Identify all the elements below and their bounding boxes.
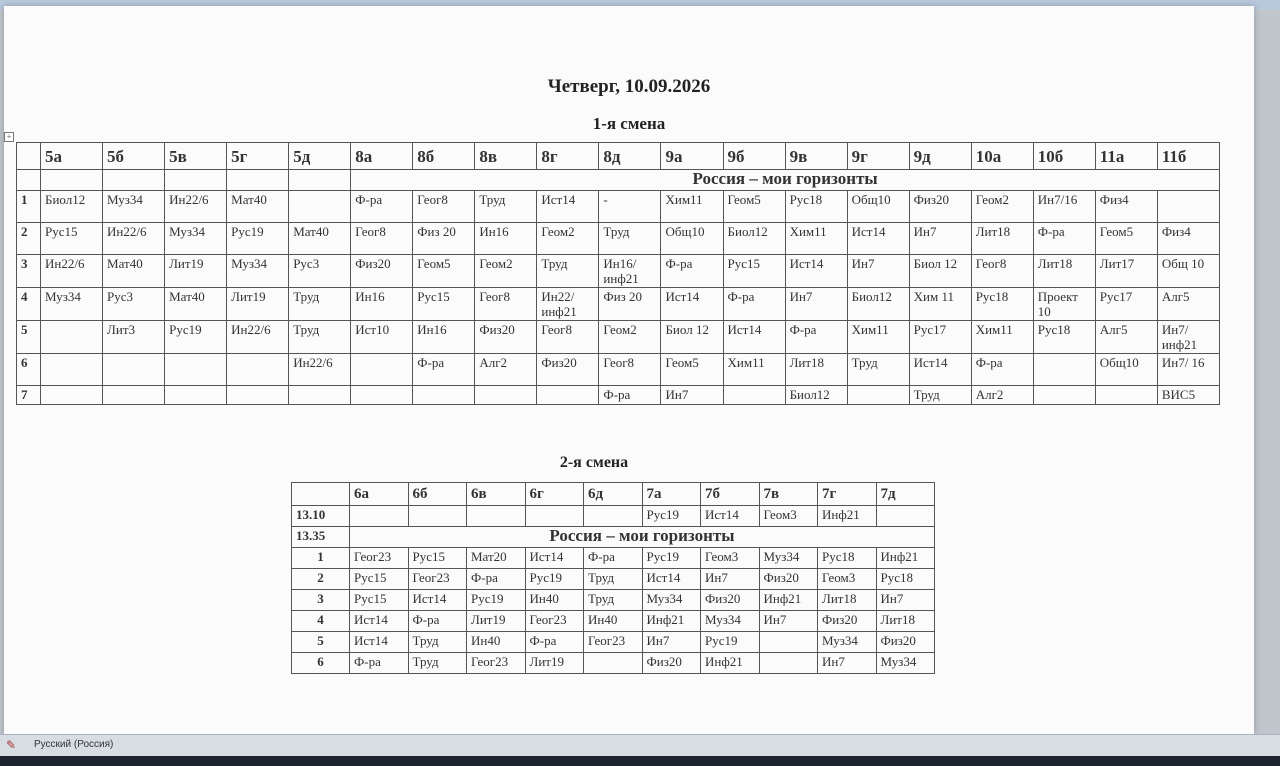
lesson-cell: Ф-ра (413, 354, 475, 386)
lesson-cell: Физ20 (909, 191, 971, 223)
lesson-cell: Физ4 (1095, 191, 1157, 223)
shift1-banner-row (17, 170, 1220, 191)
class-header: 9б (723, 143, 785, 170)
lesson-cell: Рус19 (165, 321, 227, 354)
lesson-cell: Физ20 (759, 569, 818, 590)
lesson-cell: Физ4 (1157, 223, 1219, 255)
lesson-cell: Муз34 (701, 611, 760, 632)
lesson-cell: Геом5 (661, 354, 723, 386)
lesson-cell: Лит19 (165, 255, 227, 288)
lesson-cell (584, 653, 643, 674)
lesson-cell: Ин7 (818, 653, 877, 674)
lesson-number: 6 (17, 354, 41, 386)
lesson-cell (759, 632, 818, 653)
class-header: 10б (1033, 143, 1095, 170)
lesson-cell: Инф21 (876, 548, 935, 569)
lesson-cell (723, 386, 785, 405)
spellcheck-icon[interactable]: ✎ (6, 738, 17, 752)
class-header: 5в (165, 143, 227, 170)
lesson-cell: Ин7 (785, 288, 847, 321)
class-header: 5д (289, 143, 351, 170)
lesson-cell: Геом5 (723, 191, 785, 223)
lesson-number: 2 (17, 223, 41, 255)
lesson-cell (408, 506, 467, 527)
lesson-cell: Рус17 (909, 321, 971, 354)
lesson-cell: Хим11 (723, 354, 785, 386)
lesson-cell: Труд (289, 321, 351, 354)
lesson-cell: Ист14 (847, 223, 909, 255)
lesson-cell: Геог23 (525, 611, 584, 632)
lesson-cell: Хим 11 (909, 288, 971, 321)
lesson-cell: Геом5 (413, 255, 475, 288)
lesson-cell: Ист14 (909, 354, 971, 386)
lesson-cell: Лит18 (785, 354, 847, 386)
lesson-cell: Ин16 (475, 223, 537, 255)
table-row (292, 611, 935, 632)
lesson-cell: Инф21 (642, 611, 701, 632)
lesson-cell: Физ20 (642, 653, 701, 674)
lesson-cell: Ин22/6 (103, 223, 165, 255)
lesson-cell: Лит18 (818, 590, 877, 611)
lesson-cell: Мат40 (103, 255, 165, 288)
class-header: 7д (876, 483, 935, 506)
lesson-cell: Ин22/6 (165, 191, 227, 223)
lesson-cell: Ин7/ 16 (1157, 354, 1219, 386)
lesson-cell (351, 386, 413, 405)
lesson-cell: Муз34 (227, 255, 289, 288)
lesson-cell: Рус18 (876, 569, 935, 590)
lesson-cell: Ин7 (642, 632, 701, 653)
lesson-cell: Геог23 (584, 632, 643, 653)
empty-cell (41, 170, 103, 191)
lesson-cell: Рус3 (103, 288, 165, 321)
table-row (292, 590, 935, 611)
lesson-cell: Геом2 (599, 321, 661, 354)
lesson-cell: Рус19 (642, 548, 701, 569)
lesson-cell: Геом3 (818, 569, 877, 590)
lesson-cell: Инф21 (759, 590, 818, 611)
lesson-cell: ВИС5 (1157, 386, 1219, 405)
lesson-cell: Алг5 (1157, 288, 1219, 321)
table-row (292, 653, 935, 674)
empty-cell (289, 170, 351, 191)
class-header: 8д (599, 143, 661, 170)
lesson-cell: Мат40 (165, 288, 227, 321)
lesson-number: 7 (17, 386, 41, 405)
lesson-cell: Геом5 (1095, 223, 1157, 255)
lesson-cell: Геог8 (971, 255, 1033, 288)
empty-cell (17, 170, 41, 191)
lesson-cell: Рус18 (1033, 321, 1095, 354)
lesson-cell: Рус17 (1095, 288, 1157, 321)
lesson-cell (41, 354, 103, 386)
lesson-cell: Хим11 (847, 321, 909, 354)
shift2-title: 2-я смена (559, 454, 629, 471)
lesson-cell: Рус18 (785, 191, 847, 223)
class-header: 7а (642, 483, 701, 506)
lesson-cell: Геог23 (408, 569, 467, 590)
lesson-cell (227, 354, 289, 386)
lesson-cell: Ф-ра (584, 548, 643, 569)
shift1-banner: Россия – мои горизонты (351, 170, 1220, 191)
shift2-banner: Россия – мои горизонты (350, 527, 935, 548)
lesson-cell: Физ20 (701, 590, 760, 611)
lesson-cell: Мат40 (227, 191, 289, 223)
lesson-cell: Ф-ра (599, 386, 661, 405)
language-indicator[interactable]: Русский (Россия) (34, 739, 114, 750)
lesson-cell: Ф-ра (351, 191, 413, 223)
lesson-cell: Рус15 (350, 569, 409, 590)
lesson-cell (103, 354, 165, 386)
table-row (17, 321, 1220, 354)
lesson-cell: Труд (289, 288, 351, 321)
lesson-number: 3 (292, 590, 350, 611)
lesson-cell (467, 506, 526, 527)
lesson-cell: Хим11 (785, 223, 847, 255)
lesson-cell: Ист14 (642, 569, 701, 590)
lesson-cell: Рус19 (227, 223, 289, 255)
class-header: 10а (971, 143, 1033, 170)
class-header: 5г (227, 143, 289, 170)
lesson-cell: Алг2 (475, 354, 537, 386)
lesson-cell: Биол12 (41, 191, 103, 223)
lesson-cell: Лит3 (103, 321, 165, 354)
shift1-title: 1-я смена (592, 114, 666, 133)
lesson-cell: Труд (599, 223, 661, 255)
lesson-cell: Лит19 (525, 653, 584, 674)
lesson-cell: Рус19 (467, 590, 526, 611)
lesson-cell: Лит19 (467, 611, 526, 632)
lesson-cell: Труд (909, 386, 971, 405)
lesson-cell: Ист14 (701, 506, 760, 527)
lesson-cell: Рус18 (971, 288, 1033, 321)
class-header: 6г (525, 483, 584, 506)
empty-cell (227, 170, 289, 191)
class-header: 7г (818, 483, 877, 506)
class-header: 9в (785, 143, 847, 170)
class-header: 11б (1157, 143, 1219, 170)
lesson-cell: Физ20 (537, 354, 599, 386)
lesson-cell (537, 386, 599, 405)
document-page (4, 6, 1254, 734)
lesson-cell: - (599, 191, 661, 223)
table-row (292, 569, 935, 590)
lesson-cell: Ф-ра (723, 288, 785, 321)
table-row (17, 288, 1220, 321)
lesson-cell: Геог23 (467, 653, 526, 674)
lesson-cell: Общ10 (1095, 354, 1157, 386)
lesson-cell: Рус15 (723, 255, 785, 288)
lesson-cell: Ин22/6 (227, 321, 289, 354)
lesson-cell: Ин16 (413, 321, 475, 354)
lesson-cell (103, 386, 165, 405)
lesson-cell: Биол 12 (661, 321, 723, 354)
lesson-cell: Ин40 (525, 590, 584, 611)
lesson-cell: Ин40 (584, 611, 643, 632)
lesson-cell: Ист14 (350, 632, 409, 653)
lesson-cell: Труд (584, 569, 643, 590)
lesson-cell: Лит18 (876, 611, 935, 632)
lesson-cell (350, 506, 409, 527)
table-row (292, 632, 935, 653)
lesson-cell: Ф-ра (350, 653, 409, 674)
lesson-cell: Биол12 (847, 288, 909, 321)
lesson-cell: Ин22/ инф21 (537, 288, 599, 321)
class-header: 8б (413, 143, 475, 170)
lesson-cell: Геог8 (475, 288, 537, 321)
table-move-handle-icon[interactable]: + (4, 132, 14, 142)
lesson-number: 6 (292, 653, 350, 674)
lesson-cell: Ин7/16 (1033, 191, 1095, 223)
lesson-cell: Ин16/ инф21 (599, 255, 661, 288)
class-header: 6в (467, 483, 526, 506)
shift1-header-row (17, 143, 1220, 170)
taskbar (0, 756, 1280, 766)
lesson-number: 3 (17, 255, 41, 288)
empty-cell (165, 170, 227, 191)
lesson-cell: Геог8 (599, 354, 661, 386)
table-row (17, 354, 1220, 386)
shift2-time-row (292, 506, 935, 527)
table-row (17, 223, 1220, 255)
lesson-cell: Геом3 (759, 506, 818, 527)
lesson-number: 4 (17, 288, 41, 321)
lesson-cell: Муз34 (759, 548, 818, 569)
table-row (292, 548, 935, 569)
table-row (17, 386, 1220, 405)
time-label: 13.10 (292, 506, 350, 527)
lesson-cell: Труд (475, 191, 537, 223)
class-header: 9г (847, 143, 909, 170)
lesson-cell: Рус15 (413, 288, 475, 321)
lesson-number: 1 (292, 548, 350, 569)
lesson-cell: Ист14 (525, 548, 584, 569)
lesson-cell: Рус19 (525, 569, 584, 590)
lesson-cell: Труд (408, 632, 467, 653)
lesson-cell (41, 321, 103, 354)
lesson-cell: Ф-ра (785, 321, 847, 354)
shift2-banner-row (292, 527, 935, 548)
class-header: 7б (701, 483, 760, 506)
lesson-cell: Лит18 (971, 223, 1033, 255)
lesson-cell: Ин16 (351, 288, 413, 321)
lesson-cell (165, 354, 227, 386)
lesson-cell: Ин40 (467, 632, 526, 653)
corner-cell (17, 143, 41, 170)
lesson-cell: Мат40 (289, 223, 351, 255)
lesson-cell: Труд (584, 590, 643, 611)
lesson-number: 4 (292, 611, 350, 632)
class-header: 8в (475, 143, 537, 170)
lesson-cell: Ин22/6 (41, 255, 103, 288)
lesson-cell: Биол12 (785, 386, 847, 405)
lesson-cell: Ф-ра (467, 569, 526, 590)
lesson-number: 5 (17, 321, 41, 354)
lesson-cell (289, 386, 351, 405)
lesson-cell: Муз34 (642, 590, 701, 611)
lesson-cell: Ист14 (537, 191, 599, 223)
table-row (17, 255, 1220, 288)
lesson-cell: Ин7 (876, 590, 935, 611)
lesson-cell: Труд (847, 354, 909, 386)
lesson-cell (227, 386, 289, 405)
lesson-cell: Мат20 (467, 548, 526, 569)
class-header: 7в (759, 483, 818, 506)
lesson-cell (1033, 386, 1095, 405)
class-header: 9д (909, 143, 971, 170)
lesson-cell (41, 386, 103, 405)
lesson-cell: Ист14 (785, 255, 847, 288)
lesson-cell: Геог8 (537, 321, 599, 354)
lesson-cell (351, 354, 413, 386)
lesson-cell: Физ20 (475, 321, 537, 354)
lesson-cell: Биол12 (723, 223, 785, 255)
lesson-cell: Муз34 (165, 223, 227, 255)
lesson-cell (475, 386, 537, 405)
lesson-cell: Геом3 (701, 548, 760, 569)
lesson-cell: Муз34 (103, 191, 165, 223)
lesson-cell: Ин22/6 (289, 354, 351, 386)
lesson-cell: Ин7/ инф21 (1157, 321, 1219, 354)
lesson-cell: Инф21 (818, 506, 877, 527)
lesson-cell: Проект 10 (1033, 288, 1095, 321)
lesson-cell: Геом2 (475, 255, 537, 288)
lesson-cell: Физ 20 (413, 223, 475, 255)
lesson-cell: Ист14 (661, 288, 723, 321)
lesson-cell: Ист14 (723, 321, 785, 354)
lesson-cell: Ин7 (661, 386, 723, 405)
shift2-schedule-table (291, 482, 935, 674)
lesson-cell: Рус15 (41, 223, 103, 255)
lesson-cell: Хим11 (971, 321, 1033, 354)
lesson-cell: Физ20 (818, 611, 877, 632)
lesson-cell: Ф-ра (971, 354, 1033, 386)
status-bar (0, 734, 1280, 757)
shift1-schedule-table (16, 142, 1220, 405)
lesson-cell (1033, 354, 1095, 386)
document-title: Четверг, 10.09.2026 (547, 76, 711, 97)
lesson-cell: Ф-ра (408, 611, 467, 632)
lesson-cell: Общ10 (661, 223, 723, 255)
empty-cell (103, 170, 165, 191)
class-header: 6б (408, 483, 467, 506)
lesson-cell (413, 386, 475, 405)
lesson-cell: Труд (408, 653, 467, 674)
class-header: 5б (103, 143, 165, 170)
lesson-cell (165, 386, 227, 405)
class-header: 6а (350, 483, 409, 506)
class-header: 6д (584, 483, 643, 506)
lesson-cell: Геог23 (350, 548, 409, 569)
lesson-cell: Общ10 (847, 191, 909, 223)
class-header: 11а (1095, 143, 1157, 170)
lesson-cell: Муз34 (876, 653, 935, 674)
class-header: 9а (661, 143, 723, 170)
lesson-cell (876, 506, 935, 527)
lesson-cell: Рус3 (289, 255, 351, 288)
lesson-cell: Ист14 (350, 611, 409, 632)
class-header: 5а (41, 143, 103, 170)
class-header: 8г (537, 143, 599, 170)
lesson-cell: Рус19 (642, 506, 701, 527)
lesson-cell: Лит18 (1033, 255, 1095, 288)
lesson-cell (525, 506, 584, 527)
lesson-cell: Рус15 (350, 590, 409, 611)
lesson-cell: Рус18 (818, 548, 877, 569)
lesson-cell: Ин7 (909, 223, 971, 255)
lesson-cell: Хим11 (661, 191, 723, 223)
corner-cell (292, 483, 350, 506)
lesson-cell: Ист10 (351, 321, 413, 354)
lesson-cell: Рус19 (701, 632, 760, 653)
lesson-cell: Геог8 (351, 223, 413, 255)
lesson-cell: Ин7 (701, 569, 760, 590)
lesson-number: 2 (292, 569, 350, 590)
lesson-cell: Геом2 (537, 223, 599, 255)
lesson-cell (759, 653, 818, 674)
lesson-cell: Алг5 (1095, 321, 1157, 354)
lesson-cell (1095, 386, 1157, 405)
lesson-cell: Алг2 (971, 386, 1033, 405)
table-row (17, 191, 1220, 223)
lesson-cell: Муз34 (818, 632, 877, 653)
time-label: 13.35 (292, 527, 350, 548)
lesson-number: 5 (292, 632, 350, 653)
lesson-cell: Ист14 (408, 590, 467, 611)
lesson-cell: Рус15 (408, 548, 467, 569)
shift2-header-row (292, 483, 935, 506)
lesson-cell: Биол 12 (909, 255, 971, 288)
lesson-cell: Ин7 (759, 611, 818, 632)
lesson-cell: Физ20 (876, 632, 935, 653)
lesson-cell: Физ20 (351, 255, 413, 288)
lesson-cell: Ин7 (847, 255, 909, 288)
lesson-cell (289, 191, 351, 223)
lesson-cell (584, 506, 643, 527)
lesson-cell: Ф-ра (1033, 223, 1095, 255)
lesson-cell: Ф-ра (525, 632, 584, 653)
lesson-cell: Муз34 (41, 288, 103, 321)
lesson-cell: Геом2 (971, 191, 1033, 223)
lesson-cell: Ф-ра (661, 255, 723, 288)
lesson-cell: Труд (537, 255, 599, 288)
lesson-cell (1157, 191, 1219, 223)
lesson-cell: Лит19 (227, 288, 289, 321)
lesson-cell: Инф21 (701, 653, 760, 674)
class-header: 8а (351, 143, 413, 170)
lesson-cell: Лит17 (1095, 255, 1157, 288)
lesson-cell: Геог8 (413, 191, 475, 223)
lesson-number: 1 (17, 191, 41, 223)
lesson-cell (847, 386, 909, 405)
lesson-cell: Физ 20 (599, 288, 661, 321)
lesson-cell: Общ 10 (1157, 255, 1219, 288)
